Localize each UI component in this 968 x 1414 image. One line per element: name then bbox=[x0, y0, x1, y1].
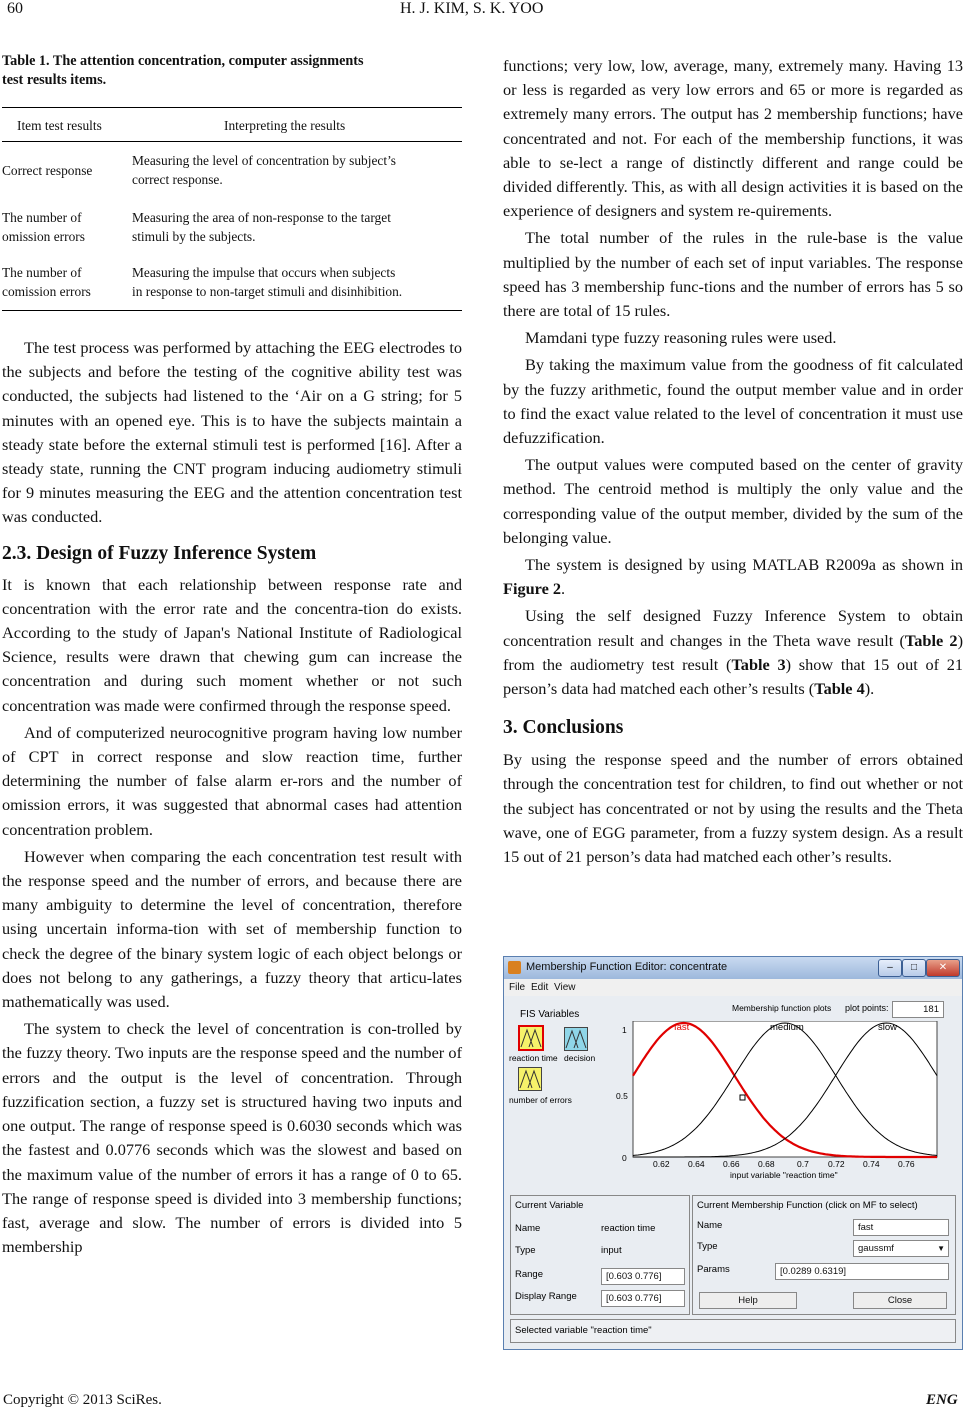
table-ref[interactable]: Table 2 bbox=[904, 630, 958, 650]
mf-type-value: gaussmf bbox=[858, 1243, 894, 1254]
mf-icon bbox=[519, 1068, 541, 1090]
mf-editor-window bbox=[503, 956, 963, 1350]
section-heading-3: 3. Conclusions bbox=[503, 717, 624, 739]
type-value: input bbox=[601, 1245, 622, 1256]
page-number: 60 bbox=[7, 0, 23, 17]
section-heading-2-3: 2.3. Design of Fuzzy Inference System bbox=[2, 542, 317, 564]
range-label: Range bbox=[515, 1269, 543, 1280]
var-label-reaction-time: reaction time bbox=[509, 1053, 558, 1063]
name-value: reaction time bbox=[601, 1223, 656, 1234]
paragraph: The test process was performed by attaching the EEG electrodes to the subjects and before the testing of the cognitive ability test was conducted, the subjects had listened to the ‘Air on a G string; for 5 minutes with an opened eye. This is to have the subjects maintain a steady state before the external stimuli test is performed [16]. After a steady state, running the CNT program inducing audiometry stimuli for 9 minutes measuring the EEG and the attention concentration test was conducted. bbox=[2, 338, 462, 527]
window-titlebar[interactable] bbox=[504, 957, 962, 979]
range-input[interactable]: [0.603 0.776] bbox=[601, 1268, 685, 1285]
paragraph: The output values were computed based on the center of gravity method. The centroid method is multiply the only value and the corresponding value of the output member, divided by the sum of the belonging value. bbox=[503, 455, 963, 547]
x-axis-label: input variable "reaction time" bbox=[730, 1170, 838, 1180]
paragraph bbox=[503, 553, 963, 601]
text-run: Using the self designed Fuzzy Inference System to obtain concentration result and changes in the Theta wave result ( bbox=[503, 606, 963, 650]
right-column bbox=[503, 54, 963, 869]
x-tick: 0.64 bbox=[688, 1159, 705, 1169]
display-range-label: Display Range bbox=[515, 1291, 577, 1302]
text-run: ) show that 15 out of 21 person’s data had matched each other’s results ( bbox=[503, 654, 963, 699]
table-header-interpretation: Interpreting the results bbox=[224, 118, 346, 133]
mf-label-slow[interactable]: slow bbox=[878, 1022, 898, 1033]
table-cell-item: omission errors bbox=[2, 229, 85, 244]
paragraph bbox=[503, 604, 963, 701]
table-header-rule bbox=[2, 141, 462, 142]
y-tick: 0 bbox=[622, 1153, 627, 1163]
mf-label-fast[interactable]: fast bbox=[674, 1022, 690, 1033]
window-title: Membership Function Editor: concentrate bbox=[526, 961, 728, 973]
table-cell-item: The number of bbox=[2, 265, 82, 280]
maximize-button[interactable]: □ bbox=[902, 959, 926, 977]
text-run: The system is designed by using MATLAB R2009a as shown in bbox=[525, 555, 963, 575]
var-label-number-of-errors: number of errors bbox=[509, 1095, 572, 1105]
x-tick: 0.74 bbox=[863, 1159, 880, 1169]
x-tick: 0.62 bbox=[653, 1159, 670, 1169]
minimize-button[interactable]: – bbox=[878, 959, 902, 977]
paragraph: By using the response speed and the number of errors obtained through the concentration test for children, to find out whether or not the subject has concentrated or not by using the results and the Theta wave, one of EGG parameter, from a fuzzy system design. As a result 15 out of 21 person’s data had matched each other’s results. bbox=[503, 750, 963, 867]
display-range-input[interactable]: [0.603 0.776] bbox=[601, 1290, 685, 1307]
input-number-of-errors-box[interactable] bbox=[518, 1067, 542, 1091]
mf-plot bbox=[629, 1021, 955, 1173]
menu-bar bbox=[504, 979, 962, 996]
menu-edit[interactable]: Edit bbox=[531, 982, 549, 993]
paragraph: It is known that each relationship between response rate and concentration with the error rate and the concentra-tion do exists. According to the study of Japan's National Institute of Radiological Science, results were drawn that chewing gum can increase the concentration and during such moment whether or not such concentration was made were confirmed through the response speed. bbox=[2, 574, 462, 715]
table-cell-desc: stimuli by the subjects. bbox=[132, 229, 256, 244]
table-cell-item: comission errors bbox=[2, 284, 91, 299]
menu-view[interactable]: View bbox=[554, 982, 576, 993]
type-label: Type bbox=[515, 1245, 536, 1256]
table-top-rule bbox=[2, 107, 462, 108]
paragraph: functions; very low, low, average, many, extremely many. Having 13 or less is regarded as very low errors and 65 or more is regarded as extremely many errors. The output has 2 membership functions; have concentrated and not. For each of the membership functions, it was able to se-lect a range of distinctly different and range could be divided differently. This, as with all design activities it is based on the experience of designers and system re-quirements. bbox=[503, 56, 963, 221]
x-tick: 0.7 bbox=[797, 1159, 809, 1169]
table-bottom-rule bbox=[2, 310, 462, 311]
paragraph: However when comparing the each concentration test result with the response speed and the number of errors, and because there are many ambiguity to determine the level of concentration, therefore using uncertain informa-tion with set of membership function to check the degree of the binary system logic of each object belongs or does not belong to any gatherings, a fuzzy theory that articu-lates mathematically was used. bbox=[2, 846, 462, 1012]
matlab-icon bbox=[508, 961, 521, 974]
table-title-line1: Table 1. The attention concentration, computer assignments bbox=[2, 53, 364, 69]
plot-points-label: plot points: bbox=[845, 1003, 889, 1013]
table-cell-item: The number of bbox=[2, 210, 82, 225]
fis-variables-label: FIS Variables bbox=[520, 1009, 580, 1020]
mf-icon bbox=[520, 1027, 542, 1049]
plot-points-input[interactable]: 181 bbox=[892, 1001, 944, 1018]
current-mf-heading: Current Membership Function (click on MF to select) bbox=[697, 1200, 918, 1211]
text-run: . bbox=[561, 579, 566, 599]
table-cell-desc: in response to non-target stimuli and disinhibition. bbox=[132, 284, 403, 299]
table-cell-desc: Measuring the impulse that occurs when subjects bbox=[132, 265, 396, 280]
running-header: H. J. KIM, S. K. YOO bbox=[400, 0, 544, 17]
plot-area bbox=[633, 1021, 937, 1157]
mf-type-select[interactable] bbox=[853, 1240, 949, 1257]
current-mf-panel bbox=[692, 1195, 956, 1315]
output-decision-box[interactable] bbox=[564, 1027, 588, 1051]
y-tick: 1 bbox=[622, 1025, 627, 1035]
table-1 bbox=[2, 52, 462, 299]
table-ref[interactable]: Table 4 bbox=[814, 679, 865, 699]
figure-ref[interactable]: Figure 2 bbox=[503, 579, 562, 599]
table-cell-item: Correct response bbox=[2, 163, 93, 178]
table-header-item: Item test results bbox=[17, 118, 102, 133]
text-run: ) from the audiometry test result ( bbox=[503, 630, 963, 674]
x-tick: 0.76 bbox=[898, 1159, 915, 1169]
copyright: Copyright © 2013 SciRes. bbox=[3, 1392, 162, 1408]
table-cell-desc: Measuring the area of non-response to the target bbox=[132, 210, 391, 225]
table-ref[interactable]: Table 3 bbox=[731, 654, 786, 674]
mf-type-label: Type bbox=[697, 1241, 718, 1252]
mf-name-input[interactable]: fast bbox=[853, 1219, 949, 1236]
status-text: Selected variable "reaction time" bbox=[515, 1325, 652, 1336]
status-bar bbox=[510, 1319, 956, 1343]
close-button[interactable]: Close bbox=[853, 1292, 947, 1309]
name-label: Name bbox=[515, 1223, 541, 1234]
current-variable-heading: Current Variable bbox=[515, 1200, 584, 1211]
table-title-line2: test results items. bbox=[2, 72, 107, 88]
menu-file[interactable]: File bbox=[509, 982, 526, 993]
var-label-decision: decision bbox=[564, 1053, 596, 1063]
params-label: Params bbox=[697, 1264, 730, 1275]
x-tick: 0.66 bbox=[723, 1159, 740, 1169]
mf-name-label: Name bbox=[697, 1220, 723, 1231]
mf-label-medium[interactable]: medium bbox=[770, 1022, 804, 1033]
left-column bbox=[2, 336, 462, 1259]
y-tick: 0.5 bbox=[616, 1091, 628, 1101]
x-tick: 0.72 bbox=[828, 1159, 845, 1169]
close-window-button[interactable]: ✕ bbox=[926, 959, 960, 977]
text-run: ). bbox=[864, 679, 875, 699]
paragraph: The total number of the rules in the rule-base is the value multiplied by the number of each set of input variables. The response speed has 3 membership func-tions and the number of errors has 5 so there are total of 15 rules. bbox=[503, 228, 963, 321]
help-button[interactable]: Help bbox=[699, 1292, 797, 1309]
current-variable-panel bbox=[510, 1195, 690, 1315]
paragraph: The system to check the level of concentration is con-trolled by the fuzzy theory. Two inputs are the response speed and the number of errors and the output is the level of concentration. Through fuzzification section, a fuzzy set is structured having two inputs and one output. The range of response speed is 0.6030 seconds which was the fastest and 0.0776 seconds which was the slowest and based on the maximum value of the number of errors it has a range of 0 to 65. The range of response speed is divided into 3 membership functions; fast, average and slow. The number of errors is divided into 5 membership bbox=[2, 1019, 462, 1257]
input-reaction-time-box[interactable] bbox=[518, 1025, 544, 1051]
paragraph: Mamdani type fuzzy reasoning rules were used. bbox=[525, 328, 837, 348]
paragraph: By taking the maximum value from the goodness of fit calculated by the fuzzy arithmetic, found the output member value and in order to find the exact value related to the level of concentration it must use defuzzification. bbox=[503, 355, 963, 448]
x-tick: 0.68 bbox=[758, 1159, 775, 1169]
paragraph: And of computerized neurocognitive program having low number of CPT in correct response and slow reaction time, further determining the number of false alarm er-rors and the number of omission errors, it was suggested that abnormal cases had attention concentration problem. bbox=[2, 722, 462, 839]
table-cell-desc: Measuring the level of concentration by subject’s bbox=[132, 153, 397, 168]
mf-icon bbox=[565, 1028, 587, 1050]
table-cell-desc: correct response. bbox=[132, 172, 223, 187]
mf-plots-label: Membership function plots bbox=[732, 1003, 832, 1013]
params-input[interactable]: [0.0289 0.6319] bbox=[775, 1263, 949, 1280]
journal-name: ENG bbox=[926, 1392, 958, 1408]
chevron-down-icon: ▼ bbox=[937, 1244, 945, 1253]
